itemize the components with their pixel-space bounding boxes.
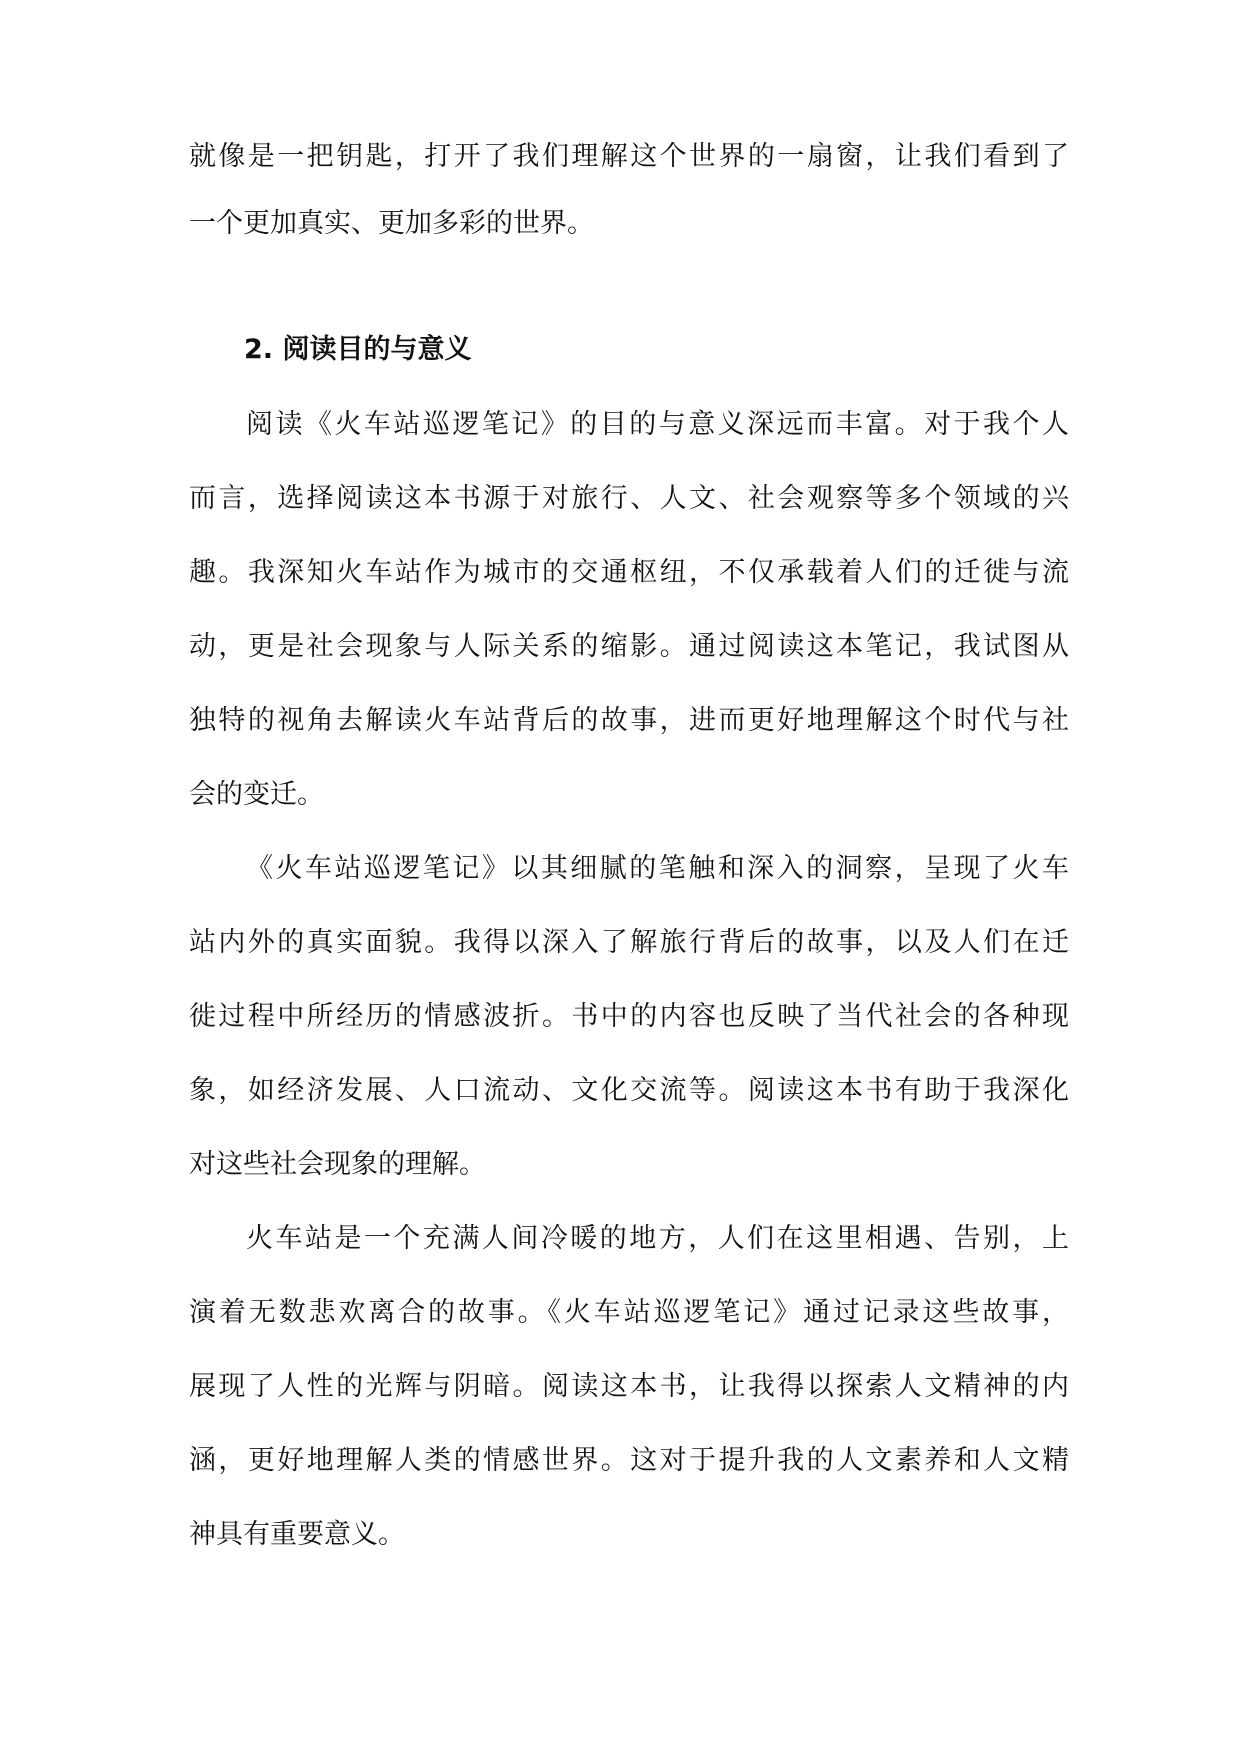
paragraph-line: 站内外的真实面貌。我得以深入了解旅行背后的故事，以及人们在迁 [189, 927, 1069, 958]
paragraph-line: 《火车站巡逻笔记》以其细腻的笔触和深入的洞察，呈现了火车 [246, 853, 1069, 884]
paragraph-line: 象，如经济发展、人口流动、文化交流等。阅读这本书有助于我深化 [189, 1075, 1069, 1106]
paragraph-line: 而言，选择阅读这本书源于对旅行、人文、社会观察等多个领域的兴 [189, 483, 1069, 514]
paragraph-line: 动，更是社会现象与人际关系的缩影。通过阅读这本笔记，我试图从 [189, 631, 1069, 662]
paragraph-line: 对这些社会现象的理解。 [189, 1149, 486, 1180]
paragraph-line: 神具有重要意义。 [189, 1519, 405, 1550]
paragraph-line: 独特的视角去解读火车站背后的故事，进而更好地理解这个时代与社 [189, 705, 1069, 736]
paragraph-line: 展现了人性的光辉与阴暗。阅读这本书，让我得以探索人文精神的内 [189, 1371, 1069, 1402]
paragraph-line: 演着无数悲欢离合的故事。《火车站巡逻笔记》通过记录这些故事， [189, 1297, 1069, 1328]
paragraph-line: 阅读《火车站巡逻笔记》的目的与意义深远而丰富。对于我个人 [246, 409, 1069, 440]
paragraph-line: 趣。我深知火车站作为城市的交通枢纽，不仅承载着人们的迁徙与流 [189, 557, 1069, 588]
paragraph-line: 徙过程中所经历的情感波折。书中的内容也反映了当代社会的各种现 [189, 1001, 1069, 1032]
continuation-line: 一个更加真实、更加多彩的世界。 [189, 208, 594, 239]
section-heading: 2. 阅读目的与意义 [244, 334, 472, 365]
continuation-line: 就像是一把钥匙，打开了我们理解这个世界的一扇窗，让我们看到了 [189, 141, 1069, 172]
paragraph-line: 火车站是一个充满人间冷暖的地方，人们在这里相遇、告别，上 [246, 1223, 1069, 1254]
paragraph-line: 会的变迁。 [189, 779, 324, 810]
paragraph-line: 涵，更好地理解人类的情感世界。这对于提升我的人文素养和人文精 [189, 1445, 1069, 1476]
